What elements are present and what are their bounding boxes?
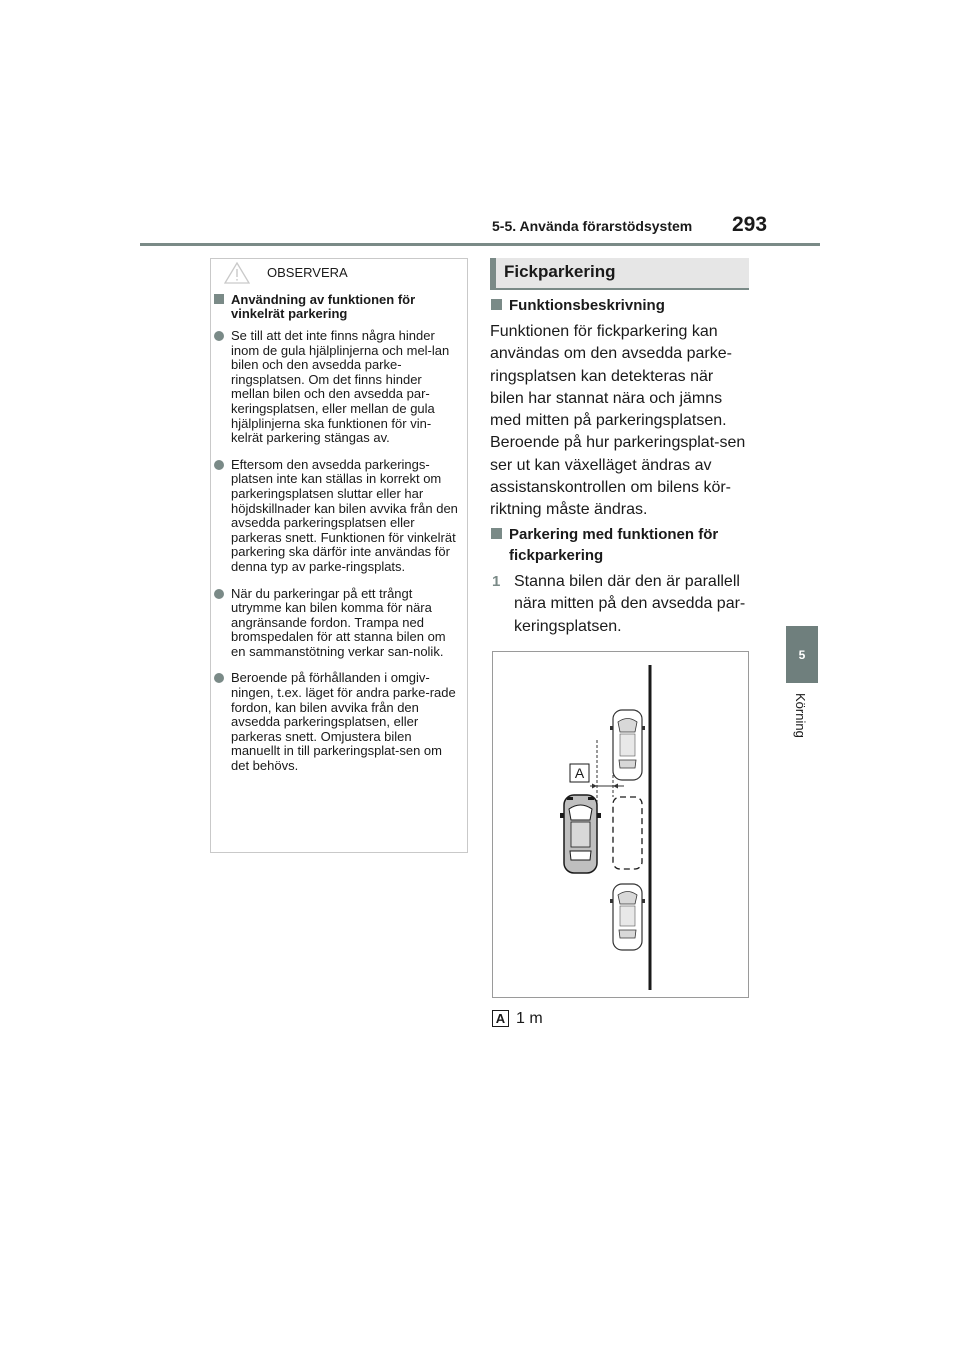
bullet-icon xyxy=(214,460,224,470)
section-heading-text: Fickparkering xyxy=(504,262,616,281)
bullet-icon xyxy=(214,331,224,341)
target-parking-space xyxy=(613,797,642,869)
notice-box xyxy=(210,258,468,853)
notice-item xyxy=(214,671,459,773)
bullet-icon xyxy=(214,673,224,683)
subheading-parking xyxy=(491,524,759,566)
chapter-label: Körning xyxy=(793,693,808,738)
notice-header xyxy=(211,259,467,287)
notice-item-text: Beroende på förhållanden i omgiv-ningen, t.ex. läget för andra parke-rade fordon, kan bilen avvika från den avsedda parkeringsplatsen, eller parkeras snett. Omjustera bilen manuellt in till parkeringsplat-sen om det behövs. xyxy=(231,670,456,774)
parked-car-front xyxy=(610,710,645,780)
header-rule xyxy=(140,243,820,246)
notice-item xyxy=(214,587,459,660)
step-number: 1 xyxy=(492,573,501,590)
notice-item xyxy=(214,458,459,575)
body-paragraph: Funktionen för fickparkering kan användas om den avsedda parke-ringsplatsen kan detekteras när bilen har stannat nära och jämns med mitten på parkeringsplatsen. Beroende på hur parkeringsplat-sen ser ut kan växelläget ändras av assistanskontrollen om bilens kör-riktning måste ändras. xyxy=(490,323,746,519)
caption-text: 1 m xyxy=(516,1010,543,1027)
caption-badge: A xyxy=(492,1010,509,1027)
square-bullet-icon xyxy=(491,528,502,539)
running-header: 5-5. Använda förarstödsystem xyxy=(492,218,693,234)
page-number: 293 xyxy=(732,213,768,236)
square-bullet-icon xyxy=(214,294,224,304)
section-heading xyxy=(490,258,749,290)
subheading-function xyxy=(491,295,665,316)
subheading-parking-text: Parkering med funktionen för fickparkering xyxy=(509,526,719,564)
notice-body xyxy=(211,293,467,774)
heading-bar xyxy=(490,258,496,288)
subheading-function-text: Funktionsbeskrivning xyxy=(509,297,665,314)
notice-item-text: Se till att det inte finns några hinder inom de gula hjälplinjerna och mel-lan bilen och den avsedda parke-ringsplatsen. Om det finns hinder mellan bilen och den avsedda par-keringsplatsen, eller mellan de gula hjälplinjerna ska funktionen för vin-kelrät parkering stängas av. xyxy=(231,328,450,446)
notice-item-text: När du parkeringar på ett trångt utrymme kan bilen komma för nära angränsande fordon. Trampa ned bromspedalen för att stanna bilen om en sammanstötning verkar san-nolik. xyxy=(231,585,446,659)
notice-title: OBSERVERA xyxy=(267,265,348,280)
notice-subheading xyxy=(214,293,467,321)
notice-item xyxy=(214,329,459,446)
bullet-icon xyxy=(214,589,224,599)
own-vehicle xyxy=(560,795,601,873)
notice-subheading-text: Användning av funktionen för vinkelrät parkering xyxy=(231,292,416,321)
parking-diagram xyxy=(492,651,749,998)
notice-item-text: Eftersom den avsedda parkerings-platsen inte kan ställas in korrekt om parkeringsplatsen sluttar eller har höjdskillnader kan bilen avvika från den avsedda parkeringsplatsen eller parkeras snett. Funktionen för vinkelrät parkering ska därför inte användas för denna typ av parke-ringsplats. xyxy=(231,456,458,574)
parked-car-rear xyxy=(610,884,645,950)
chapter-tab: 5 xyxy=(786,626,818,683)
step-text: Stanna bilen där den är parallell nära mitten på den avsedda par-keringsplatsen. xyxy=(514,573,746,635)
square-bullet-icon xyxy=(491,299,502,310)
warning-icon xyxy=(224,262,250,284)
diagram-label: A xyxy=(574,765,585,781)
